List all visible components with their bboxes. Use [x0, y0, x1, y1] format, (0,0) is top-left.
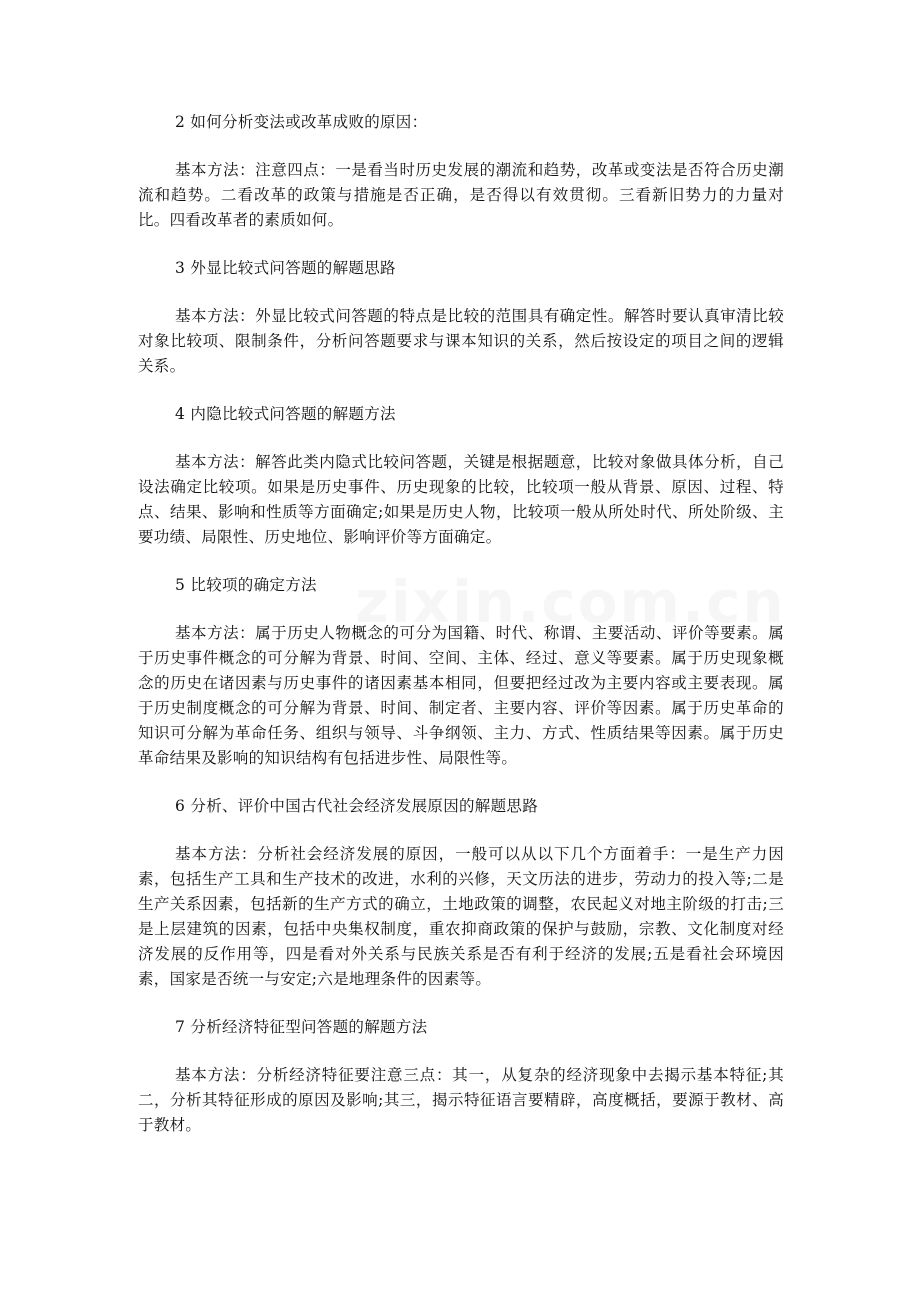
section-heading: 6 分析、评价中国古代社会经济发展原因的解题思路	[175, 797, 538, 815]
section-3	[138, 256, 784, 379]
section-7	[138, 1015, 784, 1138]
section-paragraph: 基本方法：外显比较式问答题的特点是比较的范围具有确定性。解答时要认真审清比较对象比较项、限制条件，分析问答题要求与课本知识的关系，然后按设定的项目之间的逻辑关系。	[138, 307, 784, 375]
section-heading: 2 如何分析变法或改革成败的原因：	[175, 113, 428, 131]
section-heading: 4 内隐比较式问答题的解题方法	[175, 405, 396, 423]
section-4	[138, 402, 784, 550]
section-heading: 3 外显比较式问答题的解题思路	[175, 259, 396, 277]
section-2	[138, 110, 784, 233]
section-paragraph: 基本方法：分析经济特征要注意三点：其一，从复杂的经济现象中去揭示基本特征;其二，分析其特征形成的原因及影响;其三，揭示特征语言要精辟，高度概括，要源于教材、高于教材。	[138, 1066, 784, 1134]
section-paragraph: 基本方法：解答此类内隐式比较问答题，关键是根据题意，比较对象做具体分析，自己设法确定比较项。如果是历史事件、历史现象的比较，比较项一般从背景、原因、过程、特点、结果、影响和性质等方面确定;如果是历史人物，比较项一般从所处时代、所处阶级、主要功绩、局限性、历史地位、影响评价等方面确定。	[138, 453, 784, 546]
section-paragraph: 基本方法：分析社会经济发展的原因，一般可以从以下几个方面着手：一是生产力因素，包括生产工具和生产技术的改进，水利的兴修，天文历法的进步，劳动力的投入等;二是生产关系因素，包括新的生产方式的确立，土地政策的调整，农民起义对地主阶级的打击;三是上层建筑的因素，包括中央集权制度，重农抑商政策的保护与鼓励，宗教、文化制度对经济发展的反作用等，四是看对外关系与民族关系是否有利于经济的发展;五是看社会环境因素，国家是否统一与安定;六是地理条件的因素等。	[138, 845, 784, 988]
section-5	[138, 573, 784, 771]
document-body	[138, 110, 784, 1161]
section-heading: 7 分析经济特征型问答题的解题方法	[175, 1018, 428, 1036]
section-heading: 5 比较项的确定方法	[175, 576, 317, 594]
section-paragraph: 基本方法：属于历史人物概念的可分为国籍、时代、称谓、主要活动、评价等要素。属于历史事件概念的可分解为背景、时间、空间、主体、经过、意义等要素。属于历史现象概念的历史在诸因素与历史事件的诸因素基本相同，但要把经过改为主要内容或主要表现。属于历史制度概念的可分解为背景、时间、制定者、主要内容、评价等因素。属于历史革命的知识可分解为革命任务、组织与领导、斗争纲领、主力、方式、性质结果等因素。属于历史革命结果及影响的知识结构有包括进步性、局限性等。	[138, 624, 784, 767]
section-paragraph: 基本方法：注意四点：一是看当时历史发展的潮流和趋势，改革或变法是否符合历史潮流和趋势。二看改革的政策与措施是否正确，是否得以有效贯彻。三看新旧势力的力量对比。四看改革者的素质如何。	[138, 161, 784, 229]
section-6	[138, 794, 784, 992]
